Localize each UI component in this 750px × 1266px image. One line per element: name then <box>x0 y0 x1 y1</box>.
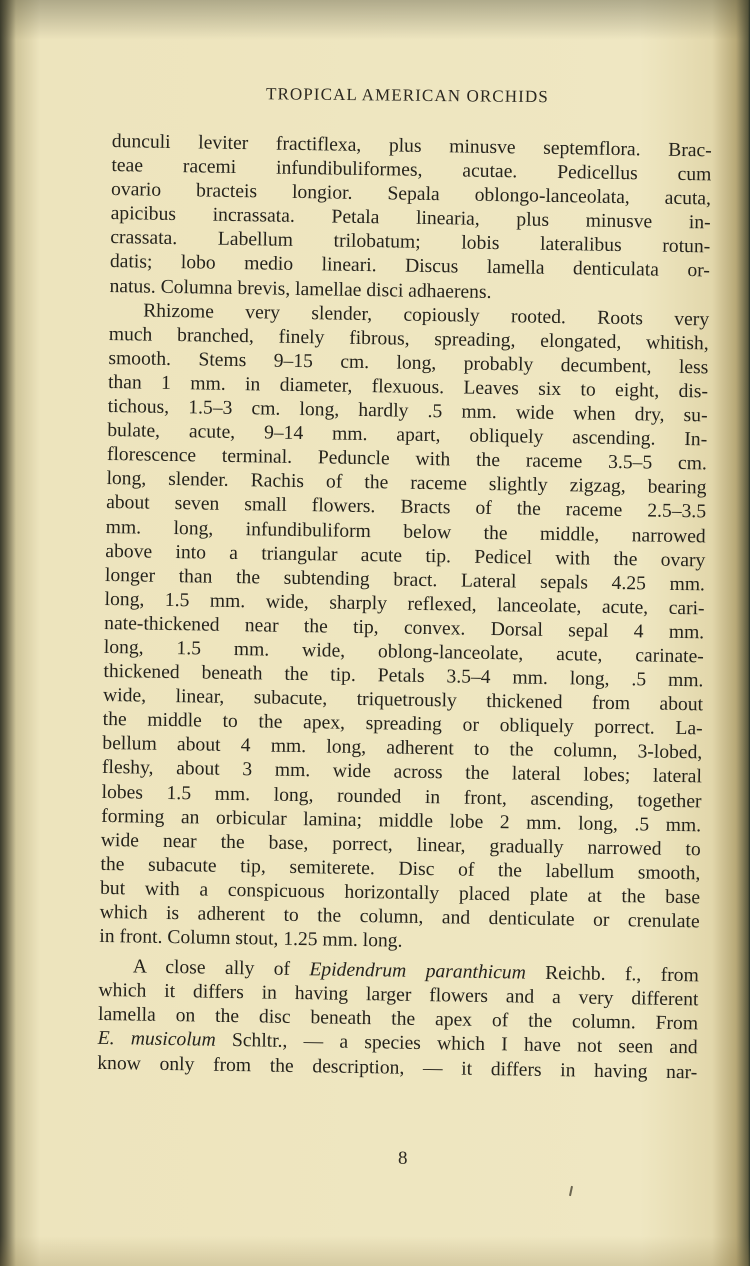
text-line: Rhizome very slender, copiously rooted. Roots very <box>143 300 710 331</box>
text-line: long, 1.5 mm. wide, oblong-lanceolate, acute, carinate- <box>103 636 704 668</box>
text-line: tichous, 1.5–3 cm. long, hardly .5 mm. wide when dry, su- <box>107 395 708 427</box>
running-head: TROPICAL AMERICAN ORCHIDS <box>265 84 549 107</box>
text-line: longer than the subtending bract. Lateral sepals 4.25 mm. <box>104 564 706 596</box>
text-line: which it differs in having larger flowers and a very different <box>98 980 699 1011</box>
text-line: smooth. Stems 9–15 cm. long, probably decumbent, less <box>108 347 709 379</box>
text-line: bulate, acute, 9–14 mm. apart, obliquely ascending. In- <box>107 420 708 451</box>
text-line: know only from the description, — it differs in having nar- <box>97 1052 698 1083</box>
page-number: 8 <box>398 1148 408 1169</box>
text-line: lamella on the disc beneath the apex of the column. From <box>97 1004 699 1035</box>
text-line: which is adherent to the column, and denticulate or crenulate <box>99 901 700 933</box>
text-line: above into a triangular acute tip. Pedicel with the ovary <box>105 540 706 571</box>
affinity-paragraph <box>97 955 699 1085</box>
body-text <box>97 130 712 1085</box>
text-run: A close ally of <box>132 956 310 981</box>
text-line: teae racemi infundibuliformes, acutae. Pedicellus cum <box>111 155 712 186</box>
text-line: thickened beneath the tip. Petals 3.5–4 mm. long, .5 mm. <box>103 660 704 692</box>
species-name-italic: Epidendrum paranthicum <box>309 959 526 984</box>
species-name-italic: E. musicolum <box>97 1028 216 1052</box>
text-run: Reichb. f., from <box>525 962 699 987</box>
english-description-paragraph <box>99 299 709 959</box>
paper-mark <box>569 1186 573 1196</box>
text-line: the middle to the apex, spreading or obliquely porrect. La- <box>102 709 703 740</box>
text-line: florescence terminal. Peduncle with the raceme 3.5–5 cm. <box>106 444 707 475</box>
text-line: long, slender. Rachis of the raceme slightly zigzag, bearing <box>106 468 707 499</box>
text-line: but with a conspicuous horizontally placed plate at the base <box>99 877 701 909</box>
text-line: about seven small flowers. Bracts of the raceme 2.5–3.5 <box>105 492 707 523</box>
text-line: bellum about 4 mm. long, adherent to the column, 3-lobed, <box>102 733 703 764</box>
text-line: long, 1.5 mm. wide, sharply reflexed, lanceolate, acute, cari- <box>104 588 705 620</box>
text-line: wide, linear, subacute, triquetrously thickened from about <box>102 685 704 716</box>
text-line: the subacute tip, semiterete. Disc of the labellum smooth, <box>100 853 701 885</box>
text-line: nate-thickened near the tip, convex. Dorsal sepal 4 mm. <box>104 612 705 644</box>
text-run: Schltr., — a species which I have not seen and <box>215 1030 698 1059</box>
text-line: much branched, finely fibrous, spreading, elongated, whitish, <box>108 323 709 355</box>
text-line: fleshy, about 3 mm. wide across the lateral lobes; lateral <box>101 757 703 788</box>
latin-diagnosis-paragraph <box>109 130 712 308</box>
text-line: crassata. Labellum trilobatum; lobis lateralibus rotun- <box>110 227 711 258</box>
text-line: than 1 mm. in diameter, flexuous. Leaves six to eight, dis- <box>107 371 709 403</box>
text-line: wide near the base, porrect, linear, gradually narrowed to <box>100 829 701 861</box>
text-line: in front. Column stout, 1.25 mm. long. <box>99 925 403 952</box>
text-line: natus. Columna brevis, lamellae disci adhaerens. <box>109 275 492 303</box>
text-line: forming an orbicular lamina; middle lobe 2 mm. long, .5 mm. <box>101 805 702 836</box>
text-line: apicibus incrassata. Petala linearia, plus minusve in- <box>110 203 711 234</box>
text-line: lobes 1.5 mm. long, rounded in front, ascending, together <box>101 781 702 812</box>
text-line: ovario bracteis longior. Sepala oblongo-lanceolata, acuta, <box>110 179 712 210</box>
text-line: datis; lobo medio lineari. Discus lamella denticulata or- <box>109 251 711 282</box>
text-line: dunculi leviter fractiflexa, plus minusve septemflora. Brac- <box>111 130 712 162</box>
text-line: mm. long, infundibuliform below the middle, narrowed <box>105 516 706 547</box>
